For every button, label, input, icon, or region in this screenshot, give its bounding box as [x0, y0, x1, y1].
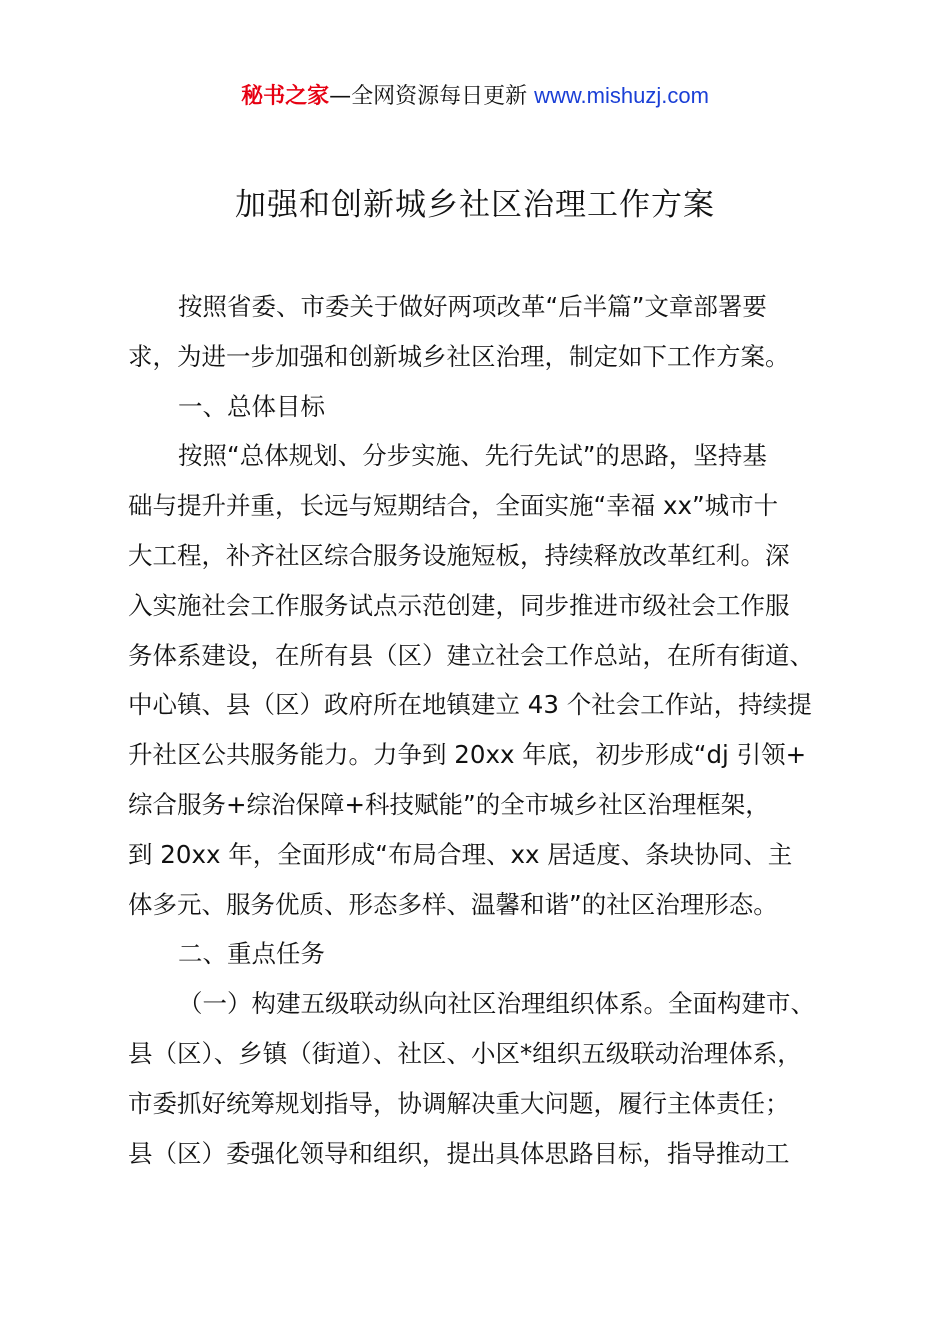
paragraph-tasks-line-2: 县（区）、乡镇（街道）、社区、小区*组织五级联动治理体系， [128, 1038, 802, 1068]
paragraph-goals-line-2: 础与提升并重，长远与短期结合，全面实施“幸福 xx”城市十 [128, 491, 779, 521]
paragraph-goals-line-1: 按照“总体规划、分步实施、先行先试”的思路，坚持基 [178, 441, 767, 471]
site-tagline: —全网资源每日更新 [329, 84, 535, 109]
paragraph-goals-line-4: 入实施社会工作服务试点示范创建，同步推进市级社会工作服 [128, 590, 790, 620]
section-heading-goals: 一、总体目标 [178, 391, 325, 421]
paragraph-goals-line-3: 大工程，补齐社区综合服务设施短板，持续释放改革红利。深 [128, 540, 790, 570]
paragraph-goals-line-5: 务体系建设，在所有县（区）建立社会工作总站，在所有街道、 [128, 640, 814, 670]
section-heading-tasks: 二、重点任务 [178, 939, 325, 969]
paragraph-intro-line-2: 求，为进一步加强和创新城乡社区治理，制定如下工作方案。 [128, 341, 790, 371]
paragraph-tasks-line-3: 市委抓好统筹规划指导，协调解决重大问题，履行主体责任； [128, 1088, 790, 1118]
site-url-link[interactable]: www.mishuzj.com [534, 83, 709, 108]
paragraph-tasks-line-1: （一）构建五级联动纵向社区治理组织体系。全面构建市、 [178, 989, 815, 1019]
document-title: 加强和创新城乡社区治理工作方案 [235, 187, 715, 223]
paragraph-tasks-line-4: 县（区）委强化领导和组织，提出具体思路目标，指导推动工 [128, 1138, 790, 1168]
paragraph-goals-line-6: 中心镇、县（区）政府所在地镇建立 43 个社会工作站，持续提 [128, 690, 812, 720]
document-body [128, 282, 838, 1178]
paragraph-goals-line-9: 到 20xx 年，全面形成“布局合理、xx 居适度、条块协同、主 [128, 839, 793, 869]
paragraph-goals-line-8: 综合服务+综治保障+科技赋能”的全市城乡社区治理框架， [128, 789, 770, 819]
site-header [0, 80, 950, 113]
paragraph-goals-line-10: 体多元、服务优质、形态多样、温馨和谐”的社区治理形态。 [128, 889, 778, 919]
paragraph-goals-line-7: 升社区公共服务能力。力争到 20xx 年底，初步形成“dj 引领+ [128, 740, 807, 770]
paragraph-intro-line-1: 按照省委、市委关于做好两项改革“后半篇”文章部署要 [178, 292, 767, 321]
site-brand: 秘书之家 [241, 84, 330, 109]
